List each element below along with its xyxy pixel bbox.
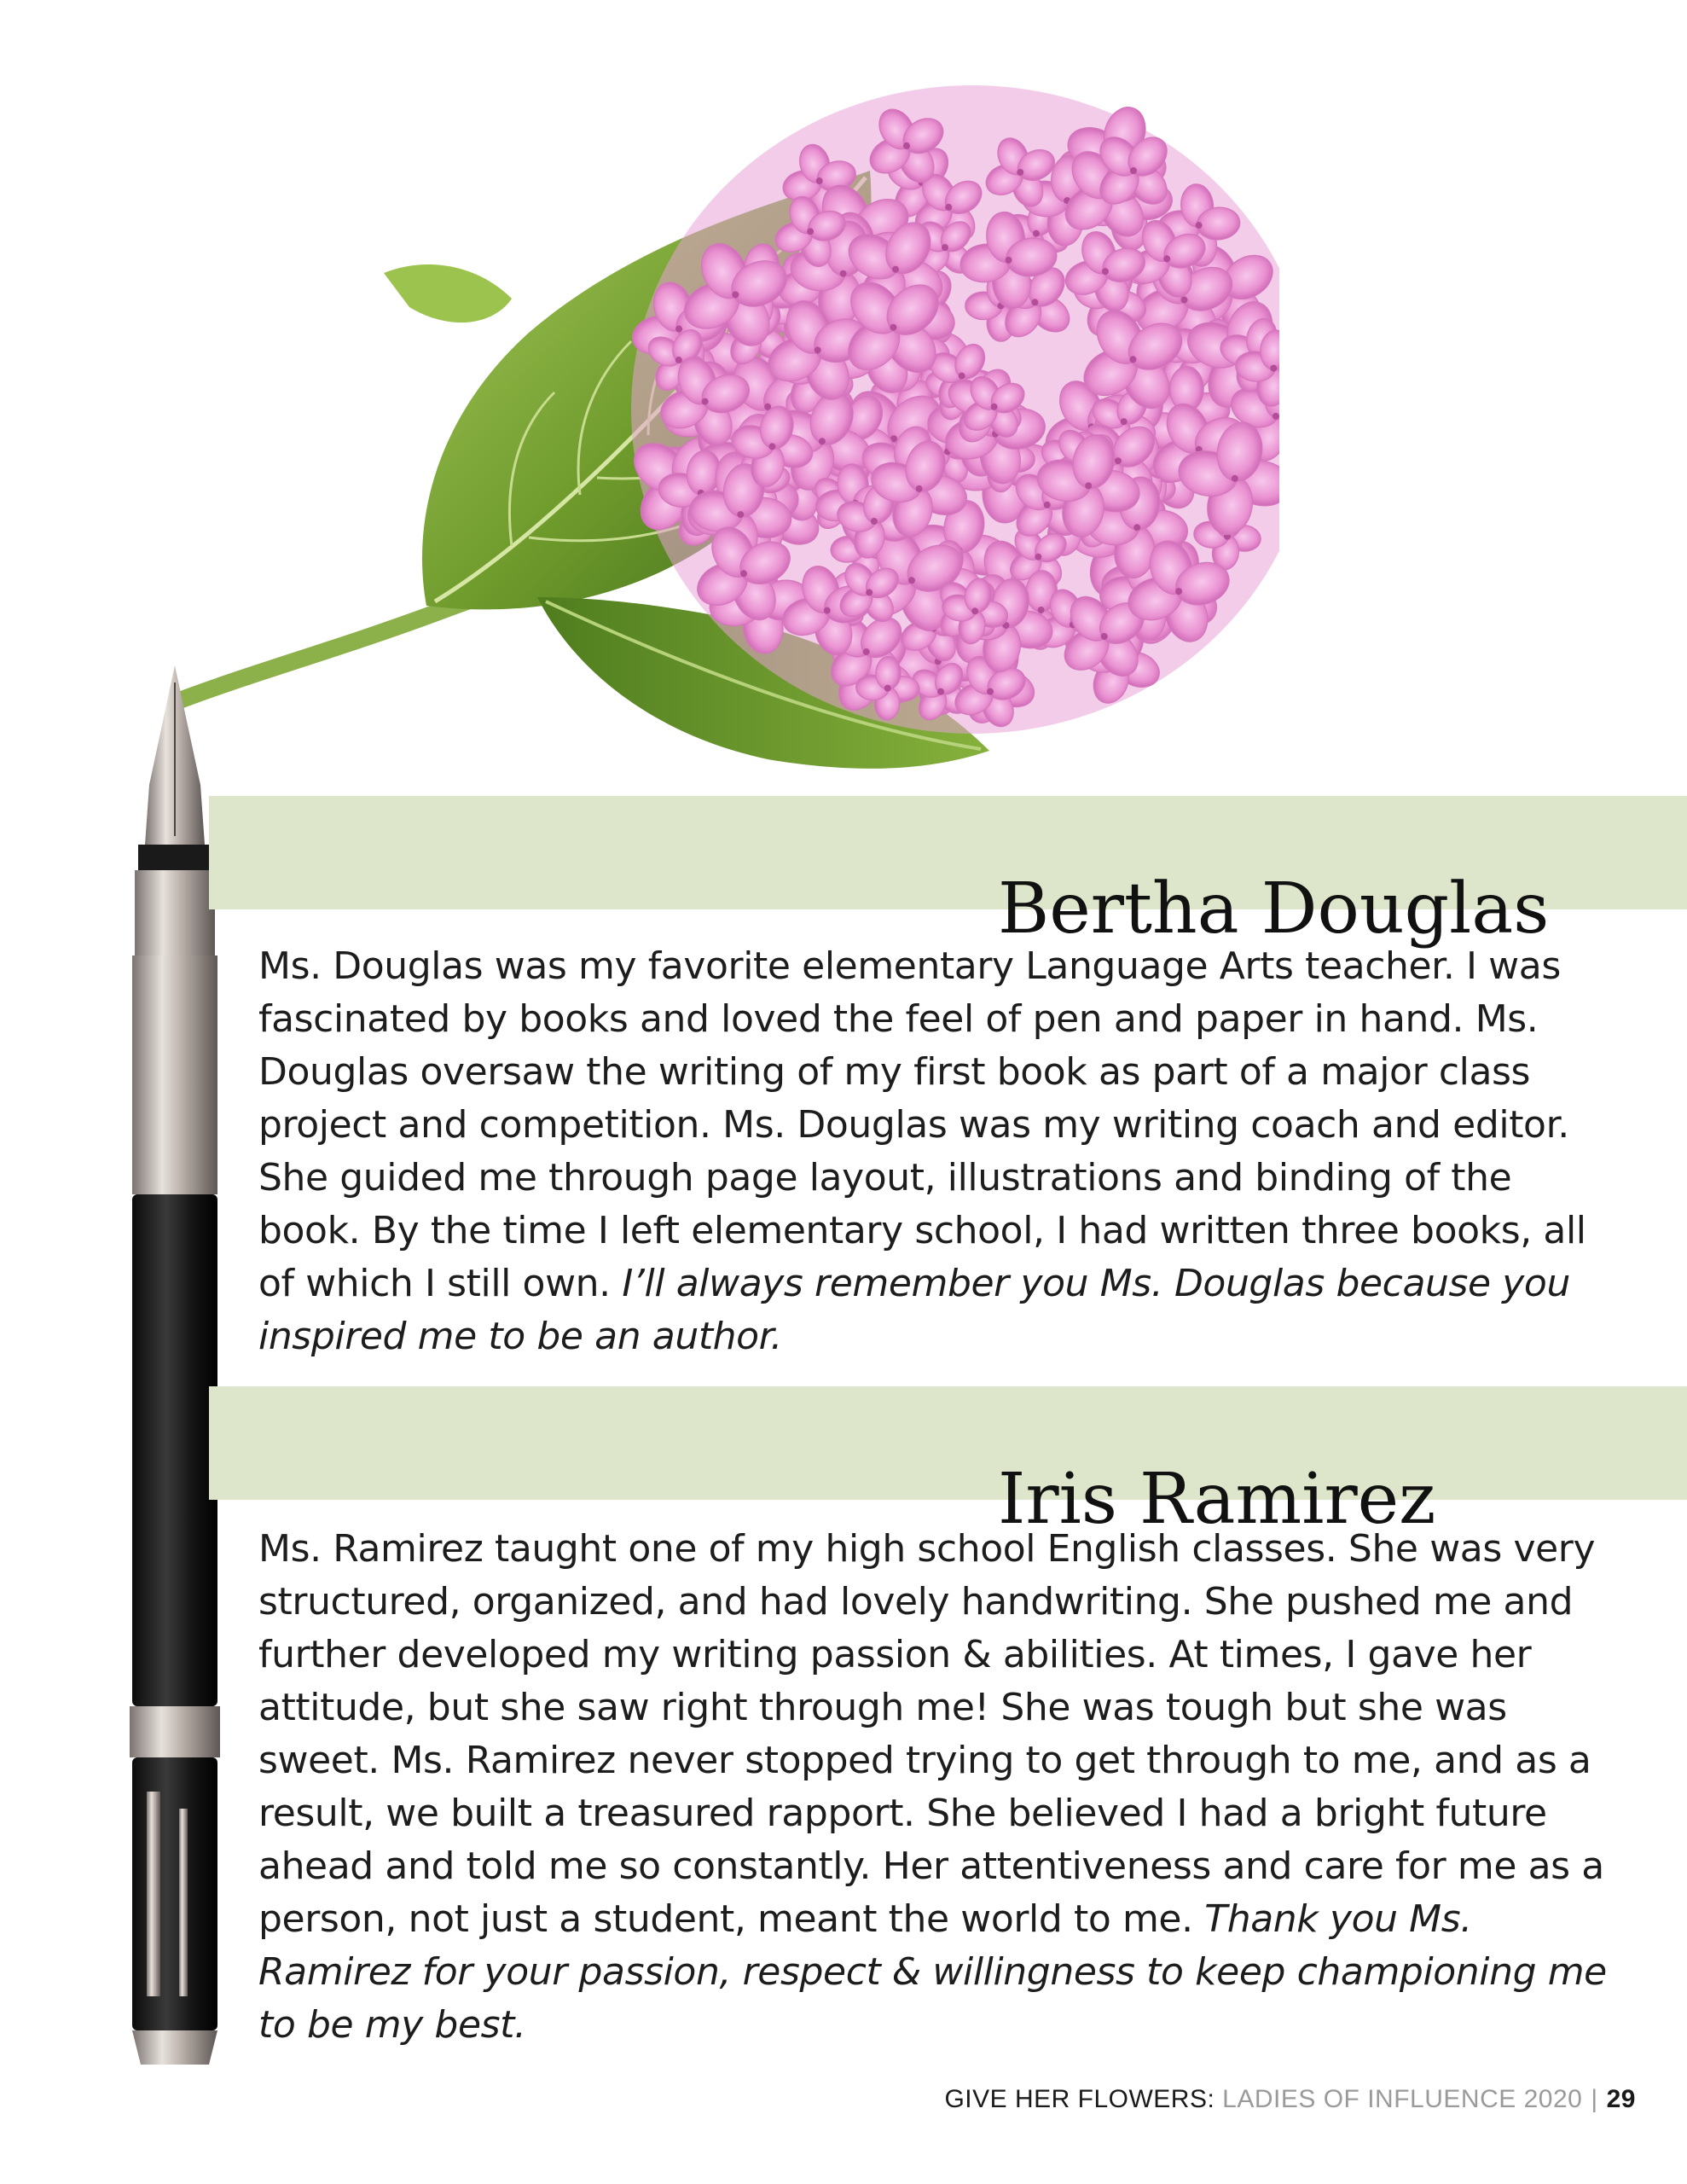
- footer-separator: |: [1591, 2085, 1598, 2113]
- tribute-name: Bertha Douglas: [998, 868, 1550, 950]
- page-number: 29: [1606, 2085, 1636, 2113]
- tribute-paragraph: [258, 940, 1615, 1363]
- tribute-body: Ms. Ramirez taught one of my high school English classes. She was very structured, organized, and had lovely handwriting. She pushed me and further developed my writing passion & abilities. At times, I gave her attitude, but she saw right through me! She was tough but she was sweet. Ms. Ramirez never stopped trying to get through to me, and as a result, we built a treasured rapport. She believed I had a bright future ahead and told me so constantly. Her attentiveness and care for me as a person, not just a student, meant the world to me.: [258, 1527, 1604, 1941]
- tribute-name: Iris Ramirez: [998, 1459, 1436, 1541]
- tribute-closing: Thank you Ms. Ramirez for your passion, respect & willingness to keep championing me to be my best.: [258, 1897, 1607, 2047]
- footer-subtitle: LADIES OF INFLUENCE 2020: [1222, 2085, 1583, 2113]
- footer-title: GIVE HER FLOWERS:: [944, 2085, 1215, 2113]
- hydrangea-image: [171, 51, 1279, 819]
- page-footer: [944, 2085, 1636, 2114]
- name-banner: [209, 796, 1687, 950]
- tribute-paragraph: [258, 1523, 1615, 2052]
- name-banner: [209, 1386, 1687, 1541]
- tribute-closing: I’ll always remember you Ms. Douglas because you inspired me to be an author.: [258, 1262, 1570, 1358]
- tribute-body: Ms. Douglas was my favorite elementary Language Arts teacher. I was fascinated by books and loved the feel of pen and paper in hand. Ms. Douglas oversaw the writing of my first book as part of a major class project and competition. Ms. Douglas was my writing coach and editor. She guided me through page layout, illustrations and binding of the book. By the time I left elementary school, I had written three books, all of which I still own.: [258, 944, 1586, 1305]
